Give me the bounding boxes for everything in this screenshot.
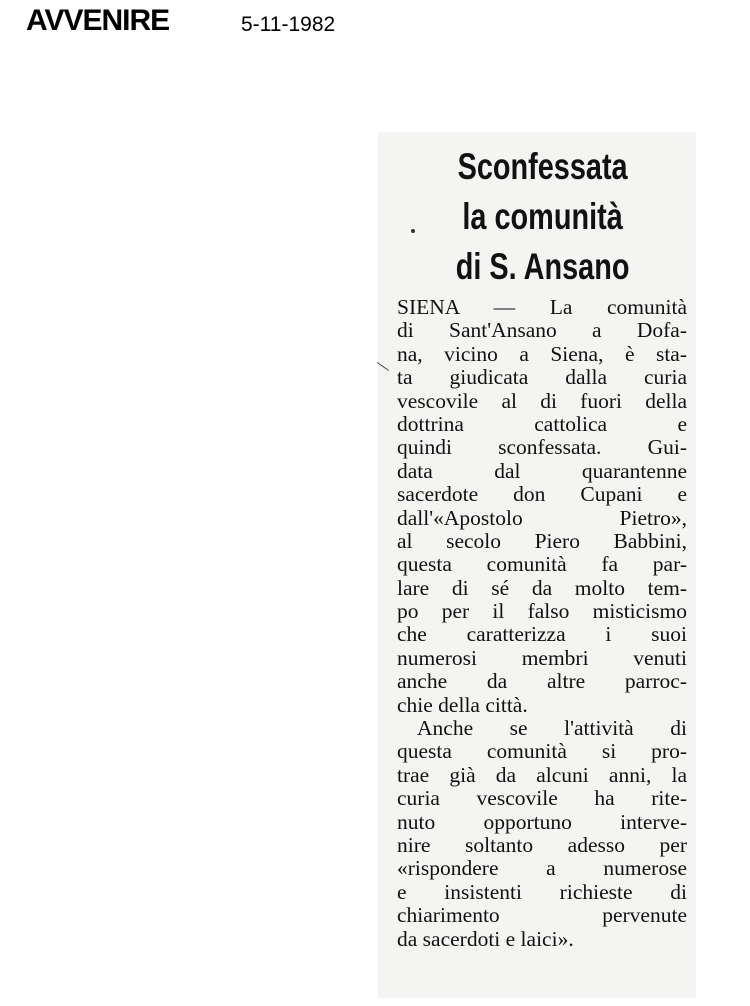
body-line: Anche se l'attività di (417, 716, 687, 741)
body-line: quindi sconfessata. Gui- (397, 435, 687, 460)
article-headline (419, 142, 667, 292)
headline-line: di S. Ansano (455, 246, 630, 287)
body-line: nuto opportuno interve- (397, 809, 687, 834)
body-line: dottrina cattolica e (397, 411, 687, 436)
body-line: trae già da alcuni anni, la (397, 762, 687, 787)
publication-date: 5-11-1982 (241, 13, 336, 36)
body-line: da sacerdoti e laici». (397, 926, 574, 951)
body-line: che caratterizza i suoi (397, 622, 687, 647)
body-line: ta giudicata dalla curia (397, 365, 687, 390)
headline-line: Sconfessata (457, 146, 628, 187)
print-speck (411, 229, 415, 233)
body-line: «rispondere a numerose (397, 856, 687, 881)
body-line: e insistenti richieste di (397, 879, 687, 904)
newspaper-name: AVVENIRE (26, 4, 170, 37)
article-body (397, 296, 687, 951)
newspaper-clipping (378, 132, 696, 998)
body-line: lare di sé da molto tem- (397, 575, 687, 600)
body-line: SIENA — La comunità (397, 295, 687, 319)
body-line: questa comunità si pro- (397, 739, 687, 764)
body-line: numerosi membri venuti (397, 645, 687, 670)
body-line: chiarimento pervenute (397, 903, 687, 928)
body-line: curia vescovile ha rite- (397, 786, 687, 811)
headline-line: la comunità (462, 196, 623, 237)
body-line: anche da altre parroc- (397, 669, 687, 694)
body-line: vescovile al di fuori della (397, 388, 687, 413)
body-line: po per il falso misticismo (397, 599, 687, 624)
body-line: data dal quarantenne (397, 458, 687, 483)
print-scratch (377, 362, 389, 371)
body-line: questa comunità fa par- (397, 552, 687, 577)
body-line: di Sant'Ansano a Dofa- (397, 318, 687, 343)
body-line: dall'«Apostolo Pietro», (397, 505, 687, 530)
body-line: al secolo Piero Babbini, (397, 528, 687, 553)
body-line: nire soltanto adesso per (397, 832, 687, 857)
body-line: chie della città. (397, 692, 528, 717)
body-line: sacerdote don Cupani e (397, 482, 687, 507)
body-line: na, vicino a Siena, è sta- (397, 341, 687, 366)
